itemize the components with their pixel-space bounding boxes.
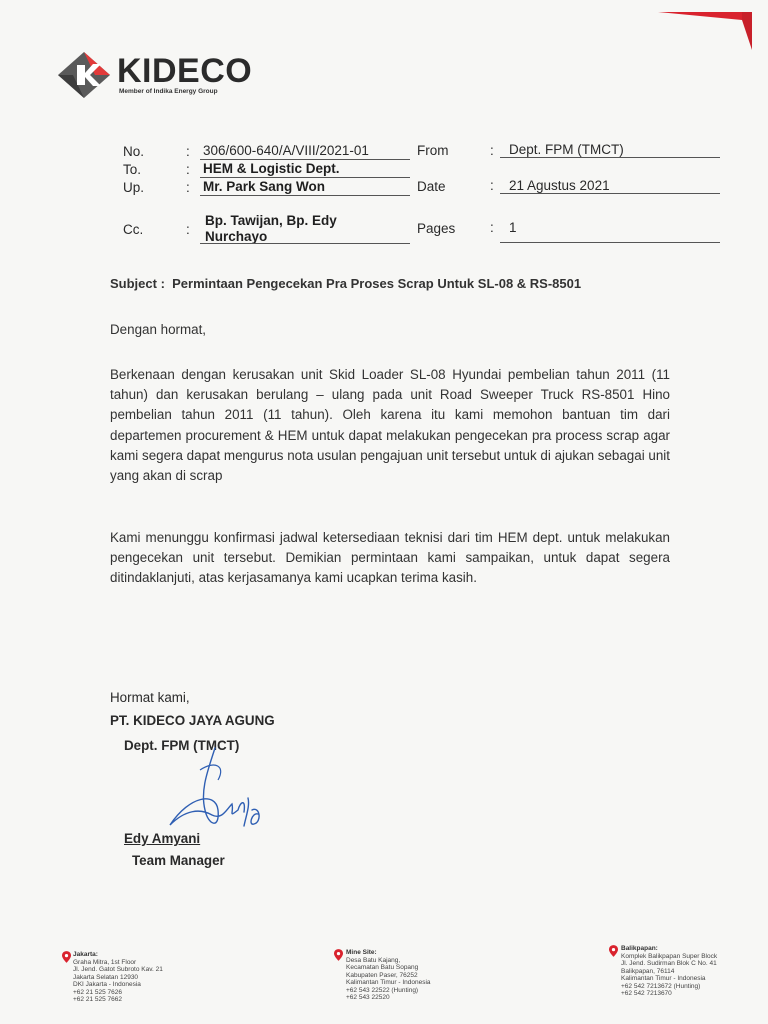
to-label: To.: [123, 162, 142, 177]
from-value: Dept. FPM (TMCT): [509, 142, 624, 157]
footer-phone: +62 21 525 7626: [73, 988, 122, 996]
signatory-title: Team Manager: [132, 853, 225, 868]
date-label: Date: [417, 179, 446, 194]
cc-value-line2: Nurchayo: [205, 229, 268, 244]
footer-address-line: Balikpapan, 76114: [621, 967, 675, 975]
footer-phone: +62 543 22522 (Hunting): [346, 986, 419, 994]
cc-label: Cc.: [123, 222, 144, 237]
subject-line: [110, 276, 581, 291]
divider: [500, 193, 720, 194]
pages-label: Pages: [417, 221, 456, 236]
footer-address-line: DKI Jakarta - Indonesia: [73, 981, 141, 988]
body-paragraph-1: Berkenaan dengan kerusakan unit Skid Loader SL-08 Hyundai pembelian tahun 2011 (11 tahun) dan kerusakan berulang – ulang pada unit Road Sweeper Truck RS-8501 Hino pembelian tahun 2011 (11 tahun). Oleh karena itu kami memohon bantuan tim dari departemen procurement & HEM untuk dapat melakukan pengecekan pra process scrap agar kami segera dapat mengurus nota usulan pengajuan unit tersebut untuk di ajukan sebagai unit yang akan di scrap: [110, 367, 670, 484]
footer-address-line: Kalimantan Timur - Indonesia: [621, 975, 706, 982]
colon: :: [186, 162, 190, 177]
divider: [200, 243, 410, 244]
location-pin-icon: [609, 945, 618, 957]
footer-address-line: Jl. Jend. Gatot Subroto Kav. 21: [73, 966, 163, 973]
brand-name: KIDECO: [117, 52, 253, 90]
recipient-dept: HEM & Logistic Dept.: [203, 161, 340, 176]
footer-phone: +62 21 525 7662: [73, 996, 122, 1003]
subject-text: Permintaan Pengecekan Pra Proses Scrap Untuk SL-08 & RS-8501: [172, 276, 582, 291]
footer-jakarta-title: Jakarta:: [73, 951, 98, 958]
location-pin-icon: [62, 951, 71, 963]
company-name: PT. KIDECO JAYA AGUNG: [110, 713, 275, 728]
signatory-name: Edy Amyani: [124, 831, 201, 846]
body-paragraph-2: Kami menunggu konfirmasi jadwal ketersediaan teknisi dari tim HEM dept. untuk melakukan pengecekan unit tersebut. Demikian permintaan kami sampaikan, untuk dapat segera ditindaklanjuti, atas kerjasamanya kami ucapkan terima kasih.: [110, 530, 670, 586]
footer-phone: +62 543 22520: [346, 994, 390, 1001]
colon: :: [490, 143, 494, 158]
footer-address-line: Graha Mitra, 1st Floor: [73, 958, 137, 966]
divider: [200, 159, 410, 160]
footer-address-line: Kabupaten Paser, 76252: [346, 971, 418, 979]
footer-phone: +62 542 7213670: [621, 990, 672, 997]
footer-balikpapan: [621, 945, 717, 998]
colon: :: [186, 180, 190, 195]
up-label: Up.: [123, 180, 145, 195]
colon: :: [186, 144, 190, 159]
footer-address-line: Jl. Jend. Sudirman Blok C No. 41: [621, 960, 717, 967]
from-label: From: [417, 143, 449, 158]
reference-number: 306/600-640/A/VIII/2021-01: [203, 143, 369, 158]
divider: [500, 157, 720, 158]
footer-jakarta: [73, 951, 163, 1004]
brand-tagline: Member of Indika Energy Group: [119, 88, 218, 95]
footer-address-line: Komplek Balikpapan Super Block: [621, 952, 718, 960]
footer-address-line: Jakarta Selatan 12930: [73, 973, 139, 981]
greeting: Dengan hormat,: [110, 322, 207, 337]
divider: [500, 242, 720, 243]
kideco-logo: [55, 50, 275, 100]
colon: :: [186, 222, 190, 237]
footer-address-line: Kecamatan Batu Sopang: [346, 964, 419, 971]
colon: :: [490, 220, 494, 235]
closing: Hormat kami,: [110, 690, 190, 705]
corner-accent-graphic: [658, 0, 768, 50]
footer-address-line: Desa Batu Kajang,: [346, 956, 401, 964]
cc-value-line1: Bp. Tawijan, Bp. Edy: [205, 213, 337, 228]
footer-address-line: Kalimantan Timur - Indonesia: [346, 979, 431, 986]
no-label: No.: [123, 144, 145, 159]
footer-mine-site: [346, 949, 431, 1002]
pages-value: 1: [509, 220, 517, 235]
footer-mine-title: Mine Site:: [346, 949, 377, 956]
kideco-emblem-icon: [55, 50, 113, 100]
divider: [200, 177, 410, 178]
divider: [200, 195, 410, 196]
location-pin-icon: [334, 949, 343, 961]
footer-phone: +62 542 7213672 (Hunting): [621, 982, 701, 990]
date-value: 21 Agustus 2021: [509, 178, 610, 193]
department: Dept. FPM (TMCT): [124, 738, 240, 753]
colon: :: [490, 178, 494, 193]
attention-person: Mr. Park Sang Won: [203, 179, 326, 194]
subject-label: Subject :: [110, 276, 165, 291]
footer-balikpapan-title: Balikpapan:: [621, 945, 658, 952]
